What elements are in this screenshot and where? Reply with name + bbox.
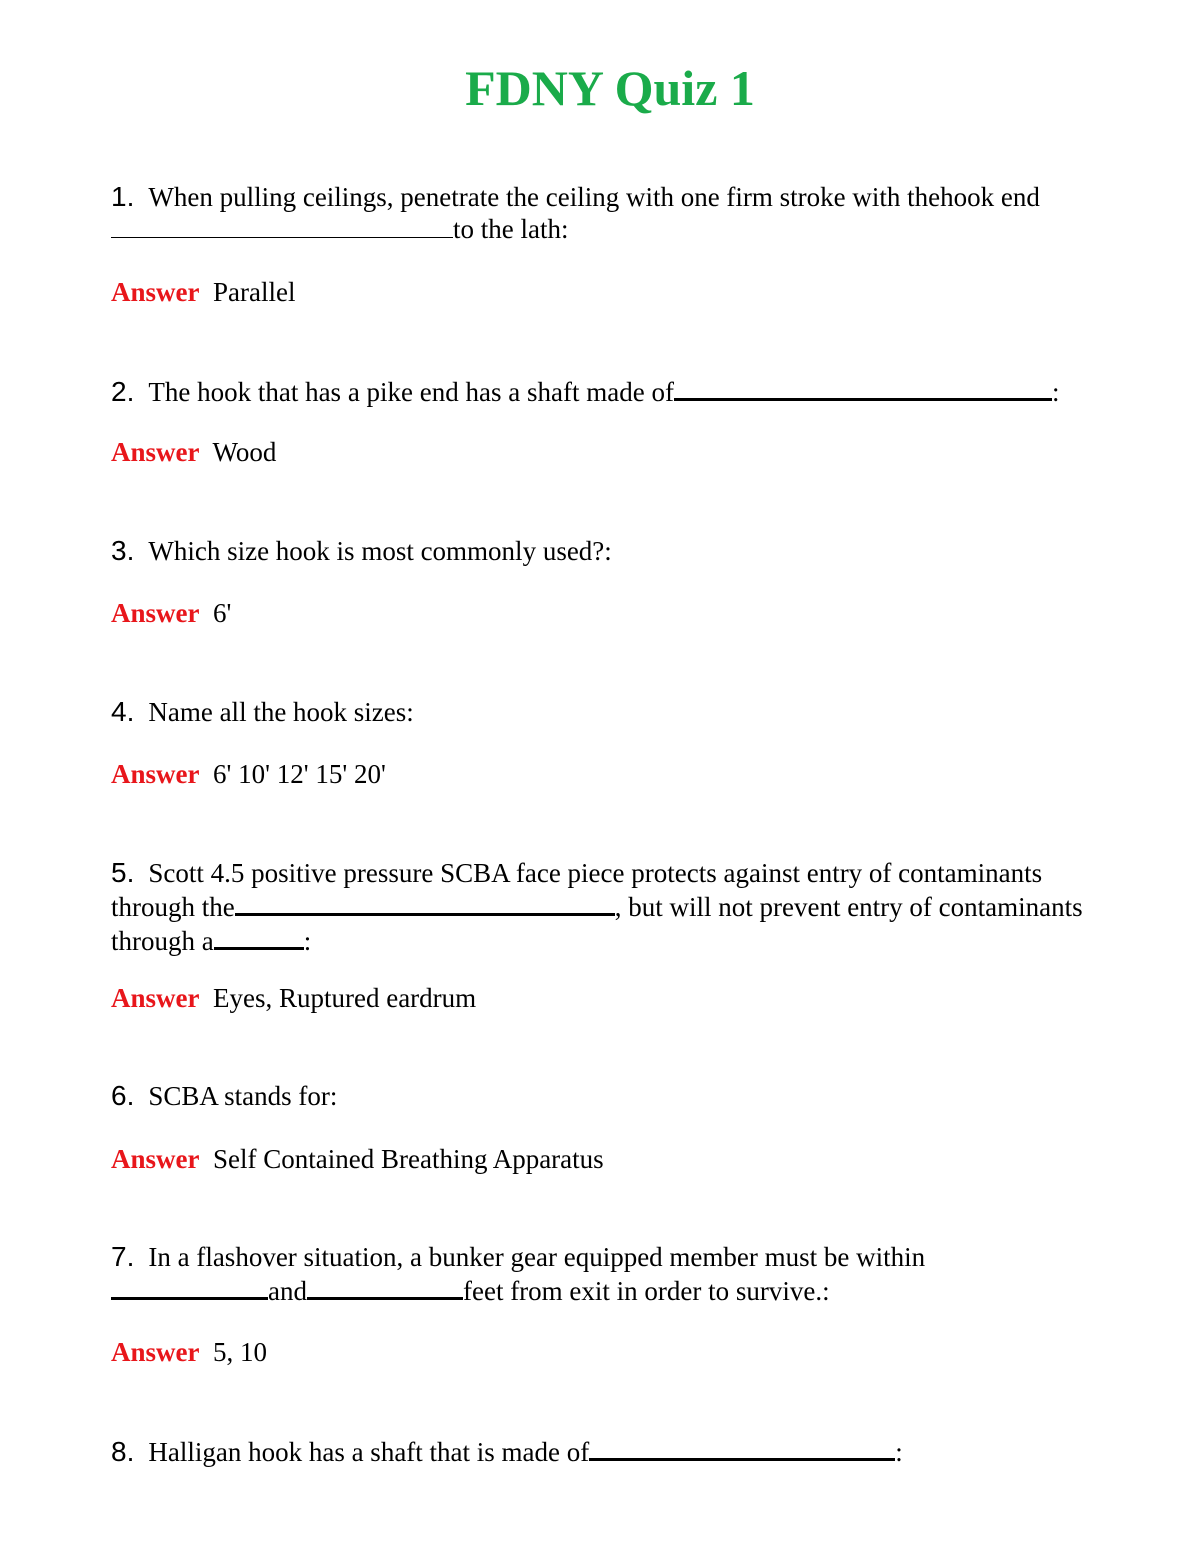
answer-label: Answer [111, 277, 200, 307]
question-text: Name all the hook sizes: [148, 697, 414, 727]
answer-label: Answer [111, 598, 200, 628]
question-number: 7. [111, 1241, 135, 1272]
question-number: 5. [111, 857, 135, 888]
question-number: 4. [111, 696, 135, 727]
answer-label: Answer [111, 759, 200, 789]
page-title: FDNY Quiz 1 [465, 60, 755, 116]
question-text: : [303, 926, 312, 956]
question-text: through a [111, 926, 214, 956]
question-number: 3. [111, 535, 135, 566]
answer-text: Parallel [213, 277, 296, 307]
question-4 [111, 696, 1111, 728]
question-1-line-1 [111, 181, 1111, 213]
question-text: Halligan hook has a shaft that is made of [148, 1437, 590, 1467]
answer-text: 6' 10' 12' 15' 20' [213, 759, 386, 789]
answer-label: Answer [111, 1337, 200, 1367]
answer-text: Self Contained Breathing Apparatus [213, 1144, 604, 1174]
question-1 [111, 181, 1111, 245]
answer-text: 6' [213, 598, 232, 628]
question-text: : [895, 1437, 903, 1467]
answer-text: Eyes, Ruptured eardrum [213, 983, 477, 1013]
answer-blank [307, 1273, 463, 1300]
answer-blank [235, 889, 615, 916]
answer-2 [111, 437, 276, 468]
question-number: 8. [111, 1436, 135, 1467]
answer-blank [111, 1273, 268, 1300]
answer-1 [111, 277, 295, 308]
question-8 [111, 1434, 1111, 1468]
answer-text: Wood [212, 437, 277, 467]
question-number: 1. [111, 181, 135, 212]
question-5 [111, 857, 1111, 957]
answer-blank [111, 213, 453, 238]
question-text: feet from exit in order to survive.: [462, 1276, 830, 1306]
question-3 [111, 535, 1111, 567]
answer-6 [111, 1144, 604, 1175]
answer-label: Answer [111, 1144, 200, 1174]
answer-blank [214, 923, 304, 950]
answer-text: 5, 10 [213, 1337, 267, 1367]
answer-3 [111, 598, 231, 629]
answer-5 [111, 983, 476, 1014]
question-number: 6. [111, 1080, 135, 1111]
question-6 [111, 1080, 1111, 1112]
question-1-line-2 [111, 213, 1111, 245]
question-text: : [1051, 377, 1060, 407]
question-text: The hook that has a pike end has a shaft made of [148, 377, 674, 407]
question-text: SCBA stands for: [148, 1081, 338, 1111]
question-number: 2. [111, 376, 135, 407]
question-2 [111, 374, 1111, 408]
answer-label: Answer [111, 983, 200, 1013]
question-text: through the [111, 892, 235, 922]
question-text: and [268, 1276, 307, 1306]
question-text: Scott 4.5 positive pressure SCBA face piece protects against entry of contaminants [148, 858, 1043, 888]
answer-blank [674, 374, 1052, 401]
question-text: In a flashover situation, a bunker gear equipped member must be within [148, 1242, 926, 1272]
question-text: , but will not prevent entry of contaminants [614, 892, 1083, 922]
question-text: When pulling ceilings, penetrate the ceiling with one firm stroke with thehook end [148, 182, 1040, 212]
answer-4 [111, 759, 386, 790]
question-7 [111, 1241, 1111, 1307]
answer-label: Answer [111, 437, 200, 467]
answer-7 [111, 1337, 267, 1368]
question-text: Which size hook is most commonly used?: [148, 536, 612, 566]
question-text: to the lath: [453, 214, 569, 244]
answer-blank [589, 1434, 895, 1461]
